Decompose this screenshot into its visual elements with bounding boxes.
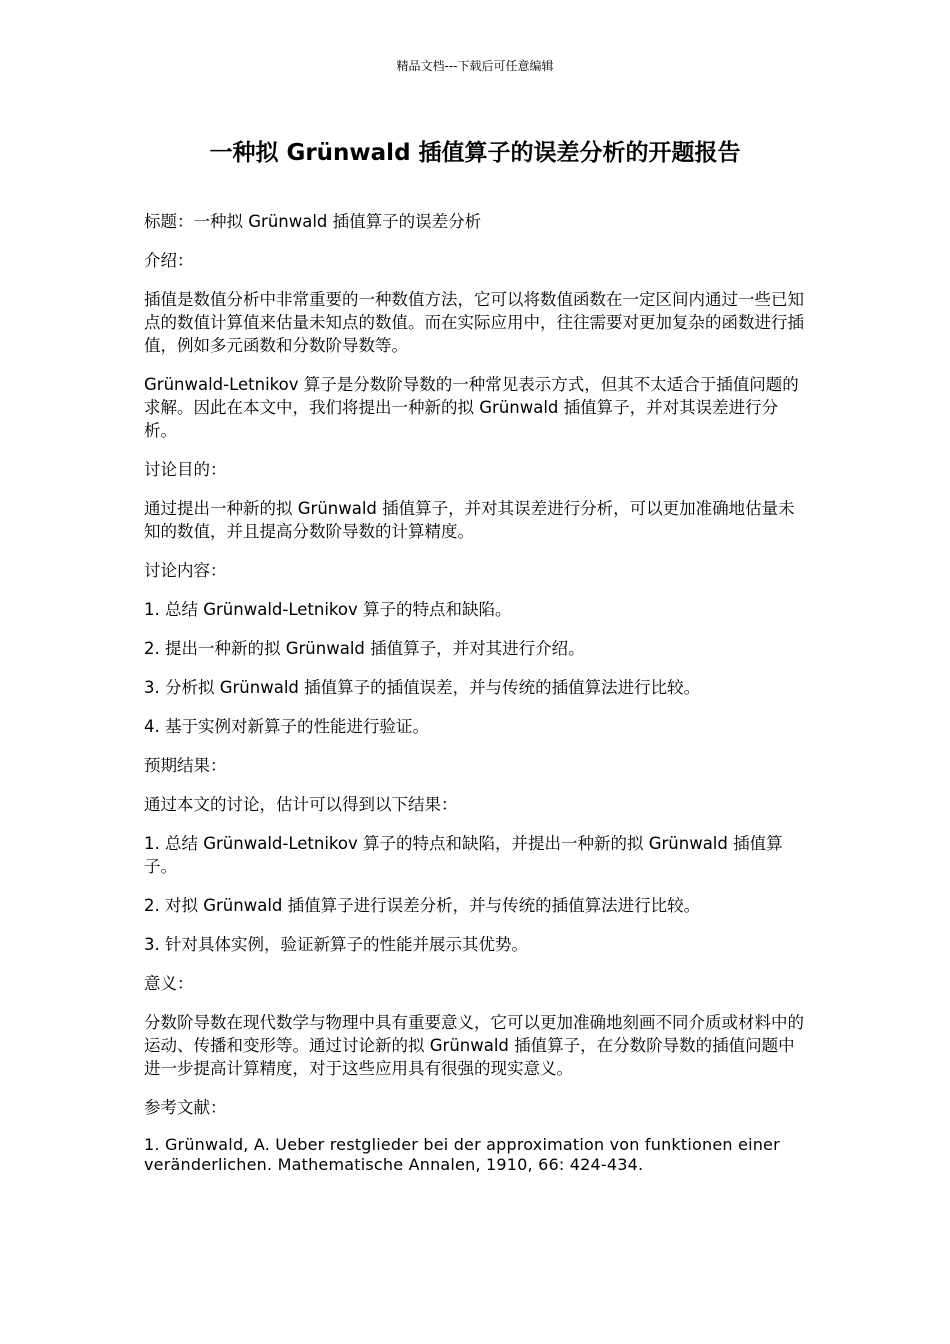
content-item-4: 4. 基于实例对新算子的性能进行验证。 [144,717,429,736]
content-item-3: 3. 分析拟 Grünwald 插值算子的插值误差，并与传统的插值算法进行比较。 [144,678,701,697]
section-heading-references: 参考文献： [144,1098,227,1117]
document-title: 一种拟 Grünwald 插值算子的误差分析的开题报告 [209,140,741,166]
section-heading-content: 讨论内容： [144,561,227,580]
purpose-paragraph: 通过提出一种新的拟 Grünwald 插值算子，并对其误差进行分析，可以更加准确地估量未知的数值，并且提高分数阶导数的计算精度。 [144,499,795,541]
results-intro: 通过本文的讨论，估计可以得到以下结果： [144,795,458,814]
header-note: 精品文档---下载后可任意编辑 [396,59,554,73]
section-heading-introduction: 介绍： [144,251,194,270]
significance-paragraph: 分数阶导数在现代数学与物理中具有重要意义，它可以更加准确地刻画不同介质或材料中的运动、传播和变形等。通过讨论新的拟 Grünwald 插值算子，在分数阶导数的插值问题中进一步提高计算精度，对于这些应用具有很强的现实意义。 [144,1013,804,1078]
section-heading-purpose: 讨论目的： [144,460,227,479]
content-item-2: 2. 提出一种新的拟 Grünwald 插值算子，并对其进行介绍。 [144,639,585,658]
section-heading-significance: 意义： [144,974,194,993]
subject-line: 标题：一种拟 Grünwald 插值算子的误差分析 [144,212,482,231]
result-item-3: 3. 针对具体实例，验证新算子的性能并展示其优势。 [144,935,528,954]
reference-item-1: 1. Grünwald, A. Ueber restglieder bei der approximation von funktionen einer veränderlichen. Mathematische Annalen, 1910, 66: 424-434. [144,1135,780,1174]
result-item-1: 1. 总结 Grünwald-Letnikov 算子的特点和缺陷，并提出一种新的拟 Grünwald 插值算子。 [144,834,783,876]
section-heading-expected-results: 预期结果： [144,756,227,775]
intro-paragraph-1: 插值是数值分析中非常重要的一种数值方法，它可以将数值函数在一定区间内通过一些已知点的数值计算值来估量未知点的数值。而在实际应用中，往往需要对更加复杂的函数进行插值，例如多元函数和分数阶导数等。 [144,290,804,355]
intro-paragraph-2: Grünwald-Letnikov 算子是分数阶导数的一种常见表示方式，但其不太适合于插值问题的求解。因此在本文中，我们将提出一种新的拟 Grünwald 插值算子，并对其误差进行分析。 [144,375,799,440]
document-body [144,210,806,1191]
result-item-2: 2. 对拟 Grünwald 插值算子进行误差分析，并与传统的插值算法进行比较。 [144,896,701,915]
content-item-1: 1. 总结 Grünwald-Letnikov 算子的特点和缺陷。 [144,600,512,619]
